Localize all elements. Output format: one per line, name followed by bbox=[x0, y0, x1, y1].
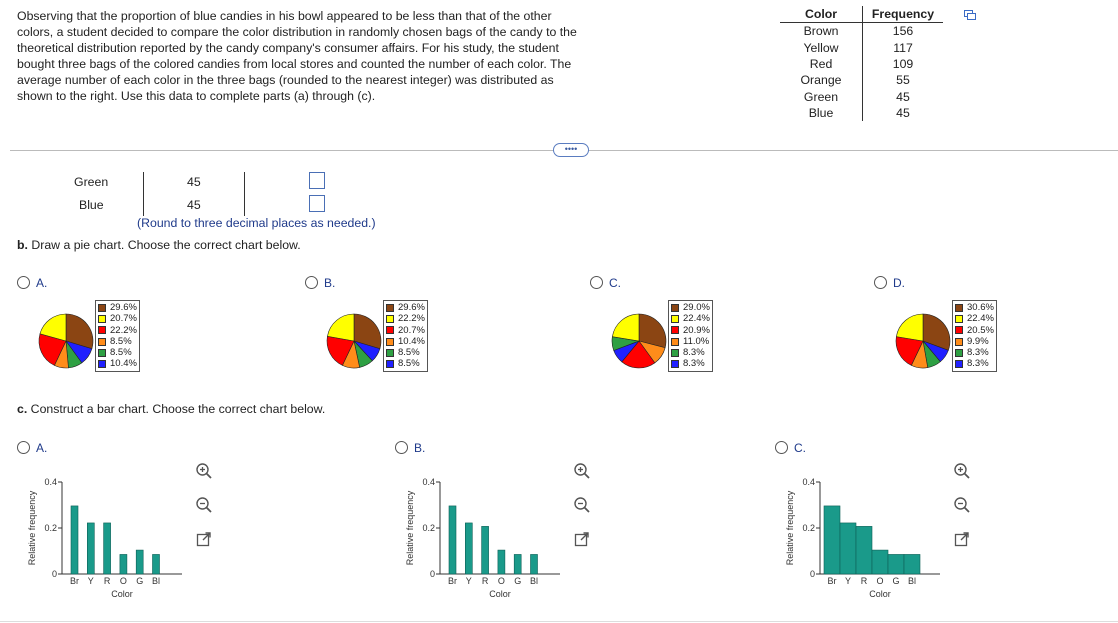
pie-option-b-radio[interactable] bbox=[305, 276, 318, 289]
pie-slice-yellow bbox=[896, 314, 923, 341]
legend-value: 30.6% bbox=[967, 302, 994, 313]
legend-entry-red bbox=[384, 325, 425, 336]
legend-swatch bbox=[98, 338, 106, 346]
x-tick-label: G bbox=[136, 576, 144, 586]
legend-swatch bbox=[955, 349, 963, 357]
legend-entry-green bbox=[384, 347, 425, 358]
table-cell-freq: 109 bbox=[892, 57, 914, 72]
zoom-out-icon[interactable] bbox=[953, 496, 971, 514]
y-axis-label: Relative frequency bbox=[785, 490, 795, 566]
legend-value: 8.3% bbox=[683, 358, 705, 370]
legend-value: 22.2% bbox=[110, 324, 137, 336]
legend-value: 22.4% bbox=[967, 313, 994, 325]
open-external-icon[interactable] bbox=[953, 530, 971, 548]
bar-r bbox=[104, 523, 111, 574]
bar-bl bbox=[531, 554, 538, 574]
bar-br bbox=[449, 506, 456, 574]
pie-legend bbox=[668, 300, 713, 372]
legend-swatch bbox=[98, 360, 106, 368]
table-cell-color: Red bbox=[780, 56, 863, 72]
legend-value: 9.9% bbox=[967, 335, 989, 347]
part-c-prompt bbox=[17, 402, 325, 416]
bar-option-label: B. bbox=[414, 441, 426, 455]
legend-swatch bbox=[98, 304, 106, 312]
legend-swatch bbox=[671, 304, 679, 312]
zoom-in-icon[interactable] bbox=[573, 462, 591, 480]
round-note: (Round to three decimal places as needed.) bbox=[137, 216, 376, 230]
legend-entry-yellow bbox=[953, 313, 994, 324]
y-tick-label: 0.4 bbox=[422, 477, 435, 487]
y-tick-label: 0.2 bbox=[44, 523, 57, 533]
bar-option-label: A. bbox=[36, 441, 48, 455]
x-tick-label: R bbox=[481, 576, 489, 586]
pie-chart bbox=[888, 306, 958, 376]
frequency-table bbox=[780, 6, 943, 121]
bar-bl bbox=[153, 554, 160, 574]
pie-legend bbox=[383, 300, 428, 372]
part-a-freq-blue: 45 bbox=[187, 198, 201, 212]
table-cell-color: Brown bbox=[780, 23, 863, 40]
legend-swatch bbox=[671, 360, 679, 368]
legend-swatch bbox=[386, 349, 394, 357]
bar-g bbox=[514, 554, 521, 574]
legend-swatch bbox=[386, 326, 394, 334]
bar-y bbox=[87, 523, 94, 574]
legend-swatch bbox=[98, 326, 106, 334]
legend-entry-brown bbox=[953, 302, 994, 313]
zoom-in-icon[interactable] bbox=[953, 462, 971, 480]
legend-entry-green bbox=[96, 347, 137, 358]
pie-slice-yellow bbox=[612, 314, 639, 341]
legend-entry-brown bbox=[669, 302, 710, 313]
legend-entry-green bbox=[669, 347, 710, 358]
x-axis-label: Color bbox=[111, 589, 133, 599]
legend-value: 8.5% bbox=[398, 347, 420, 359]
legend-value: 20.7% bbox=[398, 324, 425, 336]
part-c-marker: c. bbox=[17, 402, 28, 416]
bar-r bbox=[482, 526, 489, 574]
legend-swatch bbox=[955, 304, 963, 312]
x-tick-label: Br bbox=[827, 576, 837, 586]
table-cell-color: Blue bbox=[780, 105, 863, 121]
legend-entry-orange bbox=[953, 336, 994, 347]
x-tick-label: Br bbox=[448, 576, 457, 586]
legend-swatch bbox=[955, 360, 963, 368]
legend-entry-orange bbox=[384, 336, 425, 347]
table-cell-freq: 45 bbox=[896, 89, 910, 104]
zoom-in-icon[interactable] bbox=[195, 462, 213, 480]
table-cell-color: Orange bbox=[780, 72, 863, 88]
legend-entry-orange bbox=[96, 336, 137, 347]
bar-g bbox=[136, 550, 143, 574]
bar-chart bbox=[783, 462, 958, 604]
bar-option-c-radio[interactable] bbox=[775, 441, 788, 454]
bar-o bbox=[120, 554, 127, 574]
legend-swatch bbox=[955, 338, 963, 346]
pie-option-label: B. bbox=[324, 276, 336, 290]
y-tick-label: 0 bbox=[429, 569, 435, 579]
table-cell-freq: 117 bbox=[893, 40, 913, 55]
legend-value: 22.2% bbox=[398, 313, 425, 325]
pie-slice-yellow bbox=[327, 314, 354, 341]
legend-entry-red bbox=[96, 325, 137, 336]
x-tick-label: G bbox=[892, 576, 900, 586]
relative-frequency-input-blue[interactable] bbox=[309, 195, 325, 212]
pie-chart bbox=[604, 306, 674, 376]
pie-option-a-radio[interactable] bbox=[17, 276, 30, 289]
part-a-color-blue: Blue bbox=[79, 198, 104, 212]
legend-entry-red bbox=[953, 325, 994, 336]
zoom-out-icon[interactable] bbox=[573, 496, 591, 514]
legend-entry-brown bbox=[384, 302, 425, 313]
x-tick-label: Bl bbox=[151, 576, 161, 586]
pie-option-label: D. bbox=[893, 276, 905, 290]
bar-y bbox=[465, 523, 472, 574]
legend-value: 10.4% bbox=[110, 358, 137, 370]
legend-entry-brown bbox=[96, 302, 137, 313]
table-cell-color: Green bbox=[780, 88, 863, 104]
relative-frequency-input-green[interactable] bbox=[309, 172, 325, 189]
page-bottom-border bbox=[0, 621, 1118, 622]
x-tick-label: R bbox=[860, 576, 868, 586]
expand-more-button[interactable]: •••• bbox=[553, 143, 589, 157]
pie-chart bbox=[319, 306, 389, 376]
legend-value: 8.3% bbox=[683, 347, 705, 359]
legend-value: 29.6% bbox=[398, 302, 425, 313]
x-tick-label: O bbox=[119, 576, 127, 586]
pie-option-label: A. bbox=[36, 276, 48, 290]
legend-swatch bbox=[671, 326, 679, 334]
legend-value: 8.5% bbox=[110, 347, 132, 359]
legend-swatch bbox=[386, 304, 394, 312]
part-c-text: Construct a bar chart. Choose the correct chart below. bbox=[27, 402, 326, 416]
bar-br bbox=[824, 506, 840, 574]
x-tick-label: R bbox=[103, 576, 111, 586]
bar-chart bbox=[25, 462, 200, 604]
legend-entry-blue bbox=[96, 358, 137, 369]
x-tick-label: Y bbox=[465, 576, 472, 586]
legend-entry-green bbox=[953, 347, 994, 358]
pie-chart bbox=[31, 306, 101, 376]
legend-swatch bbox=[671, 315, 679, 323]
legend-value: 29.6% bbox=[110, 302, 137, 313]
y-axis-label: Relative frequency bbox=[27, 490, 37, 566]
legend-value: 29.0% bbox=[683, 302, 710, 313]
y-tick-label: 0.4 bbox=[44, 477, 57, 487]
bar-bl bbox=[904, 554, 920, 574]
bar-y bbox=[840, 523, 856, 574]
problem-intro: Observing that the proportion of blue candies in his bowl appeared to be less than that of the other colors, a student decided to compare the color distribution in randomly chosen bags of the candy to the theoretical distribution reported by the candy company's consumer affairs. For his study, the student bought three bags of the colored candies from local stores and counted the number of each color. The average number of each color in the three bags (rounded to the nearest integer) was distributed as shown to the right. Use this data to complete parts (a) through (c). bbox=[17, 9, 577, 104]
legend-value: 20.7% bbox=[110, 313, 137, 325]
table-cell-freq: 156 bbox=[892, 24, 914, 39]
x-tick-label: G bbox=[514, 576, 522, 586]
legend-swatch bbox=[98, 349, 106, 357]
bar-br bbox=[71, 506, 78, 574]
legend-entry-red bbox=[669, 325, 710, 336]
pie-option-d-radio[interactable] bbox=[874, 276, 887, 289]
bar-option-a-radio[interactable] bbox=[17, 441, 30, 454]
legend-entry-blue bbox=[953, 358, 994, 369]
y-tick-label: 0 bbox=[51, 569, 57, 579]
table-cell-freq: 45 bbox=[896, 105, 910, 120]
legend-swatch bbox=[671, 338, 679, 346]
pie-legend bbox=[952, 300, 997, 372]
legend-value: 8.5% bbox=[398, 358, 420, 370]
bar-g bbox=[888, 554, 904, 574]
legend-value: 8.3% bbox=[967, 347, 989, 359]
part-b-prompt bbox=[17, 238, 301, 252]
x-axis-label: Color bbox=[489, 589, 511, 599]
y-axis-label: Relative frequency bbox=[405, 490, 415, 566]
legend-swatch bbox=[386, 315, 394, 323]
legend-entry-yellow bbox=[669, 313, 710, 324]
zoom-out-icon[interactable] bbox=[195, 496, 213, 514]
legend-entry-yellow bbox=[384, 313, 425, 324]
legend-entry-orange bbox=[669, 336, 710, 347]
legend-swatch bbox=[386, 338, 394, 346]
part-a-freq-green: 45 bbox=[187, 175, 201, 189]
legend-value: 11.0% bbox=[683, 335, 710, 347]
legend-value: 8.3% bbox=[967, 358, 989, 370]
y-tick-label: 0.2 bbox=[422, 523, 435, 533]
x-tick-label: O bbox=[497, 576, 505, 586]
x-tick-label: Y bbox=[844, 576, 852, 586]
legend-swatch bbox=[671, 349, 679, 357]
x-axis-label: Color bbox=[869, 589, 891, 599]
legend-value: 22.4% bbox=[683, 313, 710, 325]
y-tick-label: 0 bbox=[809, 569, 815, 579]
legend-swatch bbox=[955, 326, 963, 334]
pie-legend bbox=[95, 300, 140, 372]
x-tick-label: O bbox=[876, 576, 884, 586]
bar-chart bbox=[403, 462, 578, 604]
x-tick-label: Bl bbox=[907, 576, 917, 586]
table-cell-freq: 55 bbox=[896, 73, 910, 88]
open-external-icon[interactable] bbox=[573, 530, 591, 548]
table-cell-color: Yellow bbox=[780, 40, 863, 56]
legend-value: 8.5% bbox=[110, 335, 132, 347]
table-divider-line bbox=[143, 172, 144, 216]
legend-swatch bbox=[955, 315, 963, 323]
copy-table-icon[interactable] bbox=[964, 10, 976, 20]
legend-value: 20.5% bbox=[967, 324, 994, 336]
table-divider-line bbox=[244, 172, 245, 216]
legend-swatch bbox=[386, 360, 394, 368]
part-a-color-green: Green bbox=[74, 175, 109, 189]
legend-entry-blue bbox=[669, 358, 710, 369]
open-external-icon[interactable] bbox=[195, 530, 213, 548]
pie-option-c-radio[interactable] bbox=[590, 276, 603, 289]
legend-entry-blue bbox=[384, 358, 425, 369]
x-tick-label: Br bbox=[70, 576, 79, 586]
pie-option-label: C. bbox=[609, 276, 621, 290]
y-tick-label: 0.2 bbox=[802, 523, 815, 533]
legend-value: 20.9% bbox=[683, 324, 710, 336]
legend-swatch bbox=[98, 315, 106, 323]
bar-option-b-radio[interactable] bbox=[395, 441, 408, 454]
y-tick-label: 0.4 bbox=[802, 477, 815, 487]
bar-o bbox=[498, 550, 505, 574]
color-header: Color bbox=[780, 6, 863, 23]
bar-r bbox=[856, 526, 872, 574]
bar-o bbox=[872, 550, 888, 574]
part-b-text: Draw a pie chart. Choose the correct chart below. bbox=[27, 238, 301, 252]
frequency-header: Frequency bbox=[863, 6, 944, 23]
legend-value: 10.4% bbox=[398, 335, 425, 347]
x-tick-label: Bl bbox=[529, 576, 539, 586]
x-tick-label: Y bbox=[87, 576, 94, 586]
legend-entry-yellow bbox=[96, 313, 137, 324]
bar-option-label: C. bbox=[794, 441, 806, 455]
part-b-marker: b. bbox=[17, 238, 28, 252]
